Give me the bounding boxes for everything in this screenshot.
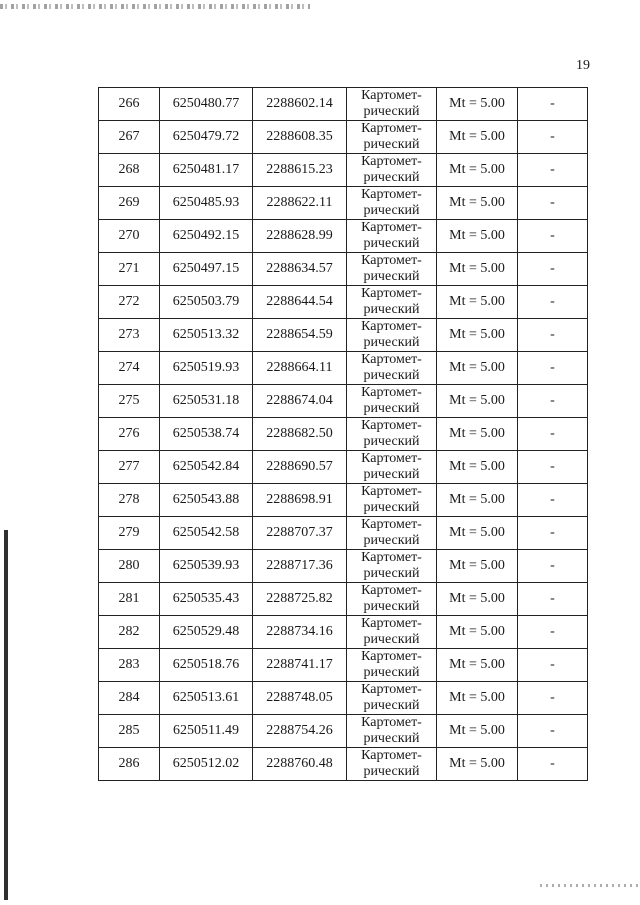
y-coordinate: 2288654.59 <box>253 319 347 352</box>
method-line-2: рический <box>363 566 420 581</box>
point-number: 280 <box>99 550 160 583</box>
determination-method <box>347 286 437 319</box>
x-coordinate: 6250497.15 <box>160 253 253 286</box>
y-coordinate: 2288628.99 <box>253 220 347 253</box>
x-coordinate: 6250519.93 <box>160 352 253 385</box>
note-dash: - <box>518 88 588 121</box>
note-dash: - <box>518 220 588 253</box>
accuracy-value: Mt = 5.00 <box>437 220 518 253</box>
table-row <box>99 451 588 484</box>
point-number: 274 <box>99 352 160 385</box>
accuracy-value: Mt = 5.00 <box>437 682 518 715</box>
point-number: 269 <box>99 187 160 220</box>
point-number: 272 <box>99 286 160 319</box>
table-row <box>99 88 588 121</box>
x-coordinate: 6250511.49 <box>160 715 253 748</box>
note-dash: - <box>518 121 588 154</box>
point-number: 267 <box>99 121 160 154</box>
accuracy-value: Mt = 5.00 <box>437 517 518 550</box>
x-coordinate: 6250513.61 <box>160 682 253 715</box>
note-dash: - <box>518 319 588 352</box>
method-line-2: рический <box>363 335 420 350</box>
page-number: 19 <box>576 58 590 73</box>
y-coordinate: 2288608.35 <box>253 121 347 154</box>
method-line-1: Картомет- <box>361 616 422 631</box>
accuracy-value: Mt = 5.00 <box>437 583 518 616</box>
point-number: 285 <box>99 715 160 748</box>
y-coordinate: 2288748.05 <box>253 682 347 715</box>
y-coordinate: 2288622.11 <box>253 187 347 220</box>
method-line-2: рический <box>363 137 420 152</box>
note-dash: - <box>518 253 588 286</box>
point-number: 276 <box>99 418 160 451</box>
note-dash: - <box>518 352 588 385</box>
table-row <box>99 286 588 319</box>
method-line-2: рический <box>363 632 420 647</box>
determination-method <box>347 418 437 451</box>
method-line-2: рический <box>363 731 420 746</box>
method-line-2: рический <box>363 368 420 383</box>
x-coordinate: 6250538.74 <box>160 418 253 451</box>
x-coordinate: 6250529.48 <box>160 616 253 649</box>
determination-method <box>347 121 437 154</box>
determination-method <box>347 319 437 352</box>
method-line-2: рический <box>363 236 420 251</box>
x-coordinate: 6250513.32 <box>160 319 253 352</box>
determination-method <box>347 253 437 286</box>
point-number: 266 <box>99 88 160 121</box>
method-line-1: Картомет- <box>361 154 422 169</box>
method-line-1: Картомет- <box>361 715 422 730</box>
determination-method <box>347 88 437 121</box>
accuracy-value: Mt = 5.00 <box>437 319 518 352</box>
accuracy-value: Mt = 5.00 <box>437 748 518 781</box>
table-row <box>99 319 588 352</box>
point-number: 281 <box>99 583 160 616</box>
table-row <box>99 154 588 187</box>
method-line-1: Картомет- <box>361 682 422 697</box>
accuracy-value: Mt = 5.00 <box>437 352 518 385</box>
table-row <box>99 715 588 748</box>
point-number: 273 <box>99 319 160 352</box>
accuracy-value: Mt = 5.00 <box>437 484 518 517</box>
determination-method <box>347 715 437 748</box>
y-coordinate: 2288682.50 <box>253 418 347 451</box>
method-line-1: Картомет- <box>361 187 422 202</box>
note-dash: - <box>518 616 588 649</box>
accuracy-value: Mt = 5.00 <box>437 649 518 682</box>
method-line-2: рический <box>363 434 420 449</box>
method-line-2: рический <box>363 764 420 779</box>
y-coordinate: 2288602.14 <box>253 88 347 121</box>
y-coordinate: 2288634.57 <box>253 253 347 286</box>
y-coordinate: 2288644.54 <box>253 286 347 319</box>
y-coordinate: 2288664.11 <box>253 352 347 385</box>
method-line-2: рический <box>363 302 420 317</box>
table-row <box>99 550 588 583</box>
method-line-1: Картомет- <box>361 418 422 433</box>
determination-method <box>347 451 437 484</box>
y-coordinate: 2288717.36 <box>253 550 347 583</box>
accuracy-value: Mt = 5.00 <box>437 187 518 220</box>
determination-method <box>347 154 437 187</box>
scan-artifact-bottom <box>540 884 638 887</box>
note-dash: - <box>518 649 588 682</box>
method-line-1: Картомет- <box>361 121 422 136</box>
y-coordinate: 2288698.91 <box>253 484 347 517</box>
note-dash: - <box>518 715 588 748</box>
determination-method <box>347 484 437 517</box>
method-line-1: Картомет- <box>361 748 422 763</box>
method-line-1: Картомет- <box>361 484 422 499</box>
x-coordinate: 6250512.02 <box>160 748 253 781</box>
x-coordinate: 6250531.18 <box>160 385 253 418</box>
method-line-2: рический <box>363 533 420 548</box>
table-row <box>99 385 588 418</box>
note-dash: - <box>518 484 588 517</box>
method-line-2: рический <box>363 269 420 284</box>
point-number: 270 <box>99 220 160 253</box>
y-coordinate: 2288707.37 <box>253 517 347 550</box>
scan-artifact-left-edge <box>4 530 8 900</box>
method-line-1: Картомет- <box>361 550 422 565</box>
method-line-1: Картомет- <box>361 352 422 367</box>
point-number: 271 <box>99 253 160 286</box>
y-coordinate: 2288754.26 <box>253 715 347 748</box>
point-number: 282 <box>99 616 160 649</box>
point-number: 275 <box>99 385 160 418</box>
method-line-2: рический <box>363 170 420 185</box>
method-line-2: рический <box>363 104 420 119</box>
method-line-2: рический <box>363 665 420 680</box>
method-line-1: Картомет- <box>361 253 422 268</box>
table-row <box>99 484 588 517</box>
accuracy-value: Mt = 5.00 <box>437 286 518 319</box>
note-dash: - <box>518 385 588 418</box>
determination-method <box>347 385 437 418</box>
accuracy-value: Mt = 5.00 <box>437 451 518 484</box>
x-coordinate: 6250479.72 <box>160 121 253 154</box>
y-coordinate: 2288674.04 <box>253 385 347 418</box>
note-dash: - <box>518 451 588 484</box>
x-coordinate: 6250518.76 <box>160 649 253 682</box>
method-line-2: рический <box>363 698 420 713</box>
coordinates-table <box>98 87 588 781</box>
note-dash: - <box>518 418 588 451</box>
accuracy-value: Mt = 5.00 <box>437 418 518 451</box>
table-row <box>99 748 588 781</box>
method-line-2: рический <box>363 599 420 614</box>
scan-artifact-top <box>0 4 310 9</box>
accuracy-value: Mt = 5.00 <box>437 550 518 583</box>
point-number: 268 <box>99 154 160 187</box>
accuracy-value: Mt = 5.00 <box>437 88 518 121</box>
method-line-1: Картомет- <box>361 88 422 103</box>
x-coordinate: 6250535.43 <box>160 583 253 616</box>
accuracy-value: Mt = 5.00 <box>437 253 518 286</box>
method-line-2: рический <box>363 401 420 416</box>
method-line-1: Картомет- <box>361 451 422 466</box>
method-line-1: Картомет- <box>361 220 422 235</box>
y-coordinate: 2288734.16 <box>253 616 347 649</box>
point-number: 286 <box>99 748 160 781</box>
method-line-1: Картомет- <box>361 286 422 301</box>
x-coordinate: 6250485.93 <box>160 187 253 220</box>
x-coordinate: 6250542.84 <box>160 451 253 484</box>
table-row <box>99 616 588 649</box>
point-number: 278 <box>99 484 160 517</box>
method-line-1: Картомет- <box>361 583 422 598</box>
table-row <box>99 517 588 550</box>
accuracy-value: Mt = 5.00 <box>437 121 518 154</box>
point-number: 283 <box>99 649 160 682</box>
method-line-1: Картомет- <box>361 319 422 334</box>
determination-method <box>347 352 437 385</box>
y-coordinate: 2288725.82 <box>253 583 347 616</box>
determination-method <box>347 748 437 781</box>
method-line-2: рический <box>363 500 420 515</box>
table-row <box>99 682 588 715</box>
note-dash: - <box>518 187 588 220</box>
method-line-1: Картомет- <box>361 649 422 664</box>
determination-method <box>347 550 437 583</box>
accuracy-value: Mt = 5.00 <box>437 385 518 418</box>
x-coordinate: 6250492.15 <box>160 220 253 253</box>
determination-method <box>347 682 437 715</box>
point-number: 284 <box>99 682 160 715</box>
note-dash: - <box>518 682 588 715</box>
y-coordinate: 2288760.48 <box>253 748 347 781</box>
note-dash: - <box>518 550 588 583</box>
table-row <box>99 187 588 220</box>
table-row <box>99 220 588 253</box>
determination-method <box>347 583 437 616</box>
method-line-2: рический <box>363 203 420 218</box>
y-coordinate: 2288741.17 <box>253 649 347 682</box>
table-row <box>99 649 588 682</box>
method-line-1: Картомет- <box>361 517 422 532</box>
method-line-2: рический <box>363 467 420 482</box>
note-dash: - <box>518 286 588 319</box>
table-row <box>99 352 588 385</box>
point-number: 277 <box>99 451 160 484</box>
accuracy-value: Mt = 5.00 <box>437 616 518 649</box>
note-dash: - <box>518 154 588 187</box>
accuracy-value: Mt = 5.00 <box>437 715 518 748</box>
note-dash: - <box>518 583 588 616</box>
y-coordinate: 2288615.23 <box>253 154 347 187</box>
method-line-1: Картомет- <box>361 385 422 400</box>
note-dash: - <box>518 748 588 781</box>
determination-method <box>347 517 437 550</box>
table-row <box>99 253 588 286</box>
table-row <box>99 121 588 154</box>
y-coordinate: 2288690.57 <box>253 451 347 484</box>
x-coordinate: 6250480.77 <box>160 88 253 121</box>
x-coordinate: 6250503.79 <box>160 286 253 319</box>
table-row <box>99 418 588 451</box>
table-row <box>99 583 588 616</box>
determination-method <box>347 616 437 649</box>
x-coordinate: 6250542.58 <box>160 517 253 550</box>
determination-method <box>347 649 437 682</box>
accuracy-value: Mt = 5.00 <box>437 154 518 187</box>
coordinates-table-body <box>99 88 588 781</box>
determination-method <box>347 220 437 253</box>
note-dash: - <box>518 517 588 550</box>
determination-method <box>347 187 437 220</box>
x-coordinate: 6250481.17 <box>160 154 253 187</box>
x-coordinate: 6250539.93 <box>160 550 253 583</box>
x-coordinate: 6250543.88 <box>160 484 253 517</box>
point-number: 279 <box>99 517 160 550</box>
